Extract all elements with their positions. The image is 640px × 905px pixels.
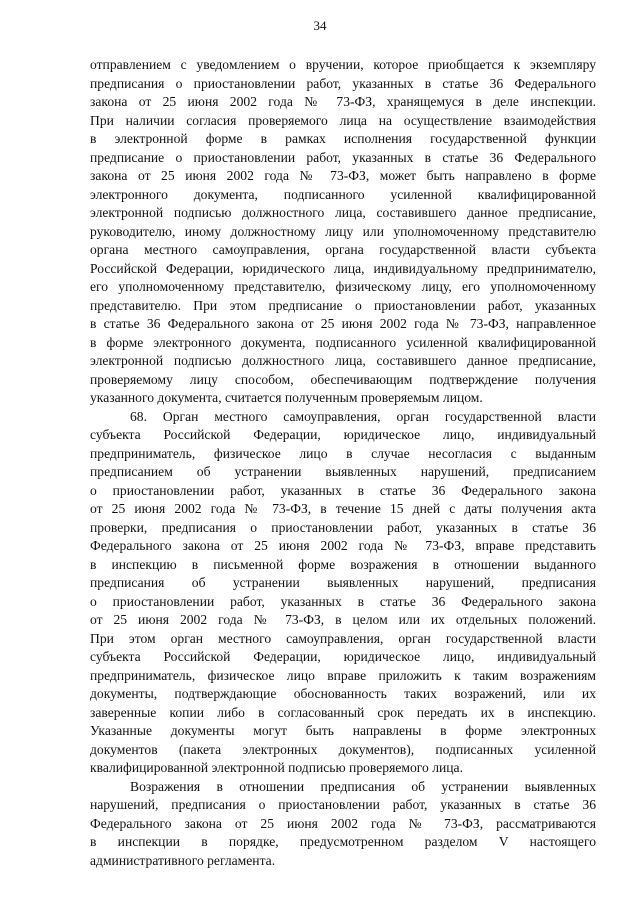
text-line: в инспекцию в письменной форме возражения в отношении выданного [90,556,596,572]
text-line: предписания об устранении выявленных нарушений, предписания [90,575,596,590]
text-line: в форме электронного документа, подписанного усиленной квалифицированной [90,334,596,350]
text-line: указанного документа, считается полученным проверяемым лицом. [90,390,483,405]
text-line: заверенные копии либо в согласованный срок передать их в инспекцию. [90,704,596,720]
text-line: закона от 25 июня 2002 года № 73-ФЗ, хранящемуся в деле инспекции. [90,94,596,109]
text-line: предприниматель, физическое лицо в случае несогласия с выданным [90,445,596,461]
paragraph-first-line: Возражения в отношении предписания об устранении выявленных [130,778,596,794]
text-line: от 25 июня 2002 года № 73-ФЗ, в целом или их отдельных положений. [90,612,596,627]
text-line: предприниматель, физическое лицо вправе приложить к таким возражениям [90,667,596,683]
text-line: Федерального закона от 25 июня 2002 года № 73-ФЗ, вправе представить [90,538,596,553]
text-line: предписания о приостановлении работ, указанных в статье 36 Федерального [90,75,596,91]
body-text [90,56,596,870]
text-line: предписанием об устранении выявленных нарушений, предписанием [90,464,596,479]
text-line: его уполномоченному представителю, физическому лицу, его уполномоченному [90,279,596,294]
text-line: При этом орган местного самоуправления, орган государственной власти [90,630,596,646]
text-line: о приостановлении работ, указанных в статье 36 Федерального закона [90,593,596,609]
text-line: субъекта Российской Федерации, юридическое лицо, индивидуальный [90,649,596,664]
text-line: в статье 36 Федерального закона от 25 июня 2002 года № 73-ФЗ, направленное [90,316,596,331]
text-line: в электронной форме в рамках исполнения государственной функции [90,131,596,146]
text-line: электронной подписью должностного лица, составившего данное предписание, [90,353,596,368]
text-line: Указанные документы могут быть направлены в форме электронных [90,723,596,738]
text-line: в инспекции в порядке, предусмотренном разделом V настоящего [90,834,596,849]
text-line: о приостановлении работ, указанных в статье 36 Федерального закона [90,482,596,498]
text-line: нарушений, предписания о приостановлении работ, указанных в статье 36 [90,797,596,812]
text-line: документов (пакета электронных документов), подписанных усиленной [90,741,596,757]
text-line: электронной подписью должностного лица, составившего данное предписание, [90,205,596,220]
text-line: от 25 июня 2002 года № 73-ФЗ, в течение 15 дней с даты получения акта [90,501,596,516]
text-line: административного регламента. [90,852,276,868]
text-line: электронного документа, подписанного усиленной квалифицированной [90,186,596,202]
paragraph-first-line: 68. Орган местного самоуправления, орган государственной власти [130,408,596,424]
text-line: проверяемому лицу способом, обеспечивающим подтверждение получения [90,371,596,387]
text-line: закона от 25 июня 2002 года № 73-ФЗ, может быть направлено в форме [90,168,596,183]
page-number: 34 [313,18,327,33]
text-line: субъекта Российской Федерации, юридическое лицо, индивидуальный [90,427,596,442]
text-line: отправлением с уведомлением о вручении, которое приобщается к экземпляру [90,57,596,72]
text-line: представителю. При этом предписание о приостановлении работ, указанных [90,297,596,313]
text-line: органа местного самоуправления, органа государственной власти субъекта [90,242,596,257]
text-line: документы, подтверждающие обоснованность таких возражений, или их [90,686,596,701]
text-line: квалифицированной электронной подписью проверяемого лица. [90,760,463,775]
text-line: предписание о приостановлении работ, указанных в статье 36 Федерального [90,149,596,165]
text-line: Федерального закона от 25 июня 2002 года № 73-ФЗ, рассматриваются [90,815,596,831]
text-line: При наличии согласия проверяемого лица на осуществление взаимодействия [90,112,596,128]
text-line: Российской Федерации, юридического лица, индивидуальному предпринимателю, [90,260,596,276]
text-line: проверки, предписания о приостановлении работ, указанных в статье 36 [90,519,596,535]
text-line: руководителю, иному должностному лицу или уполномоченному представителю [90,223,596,239]
